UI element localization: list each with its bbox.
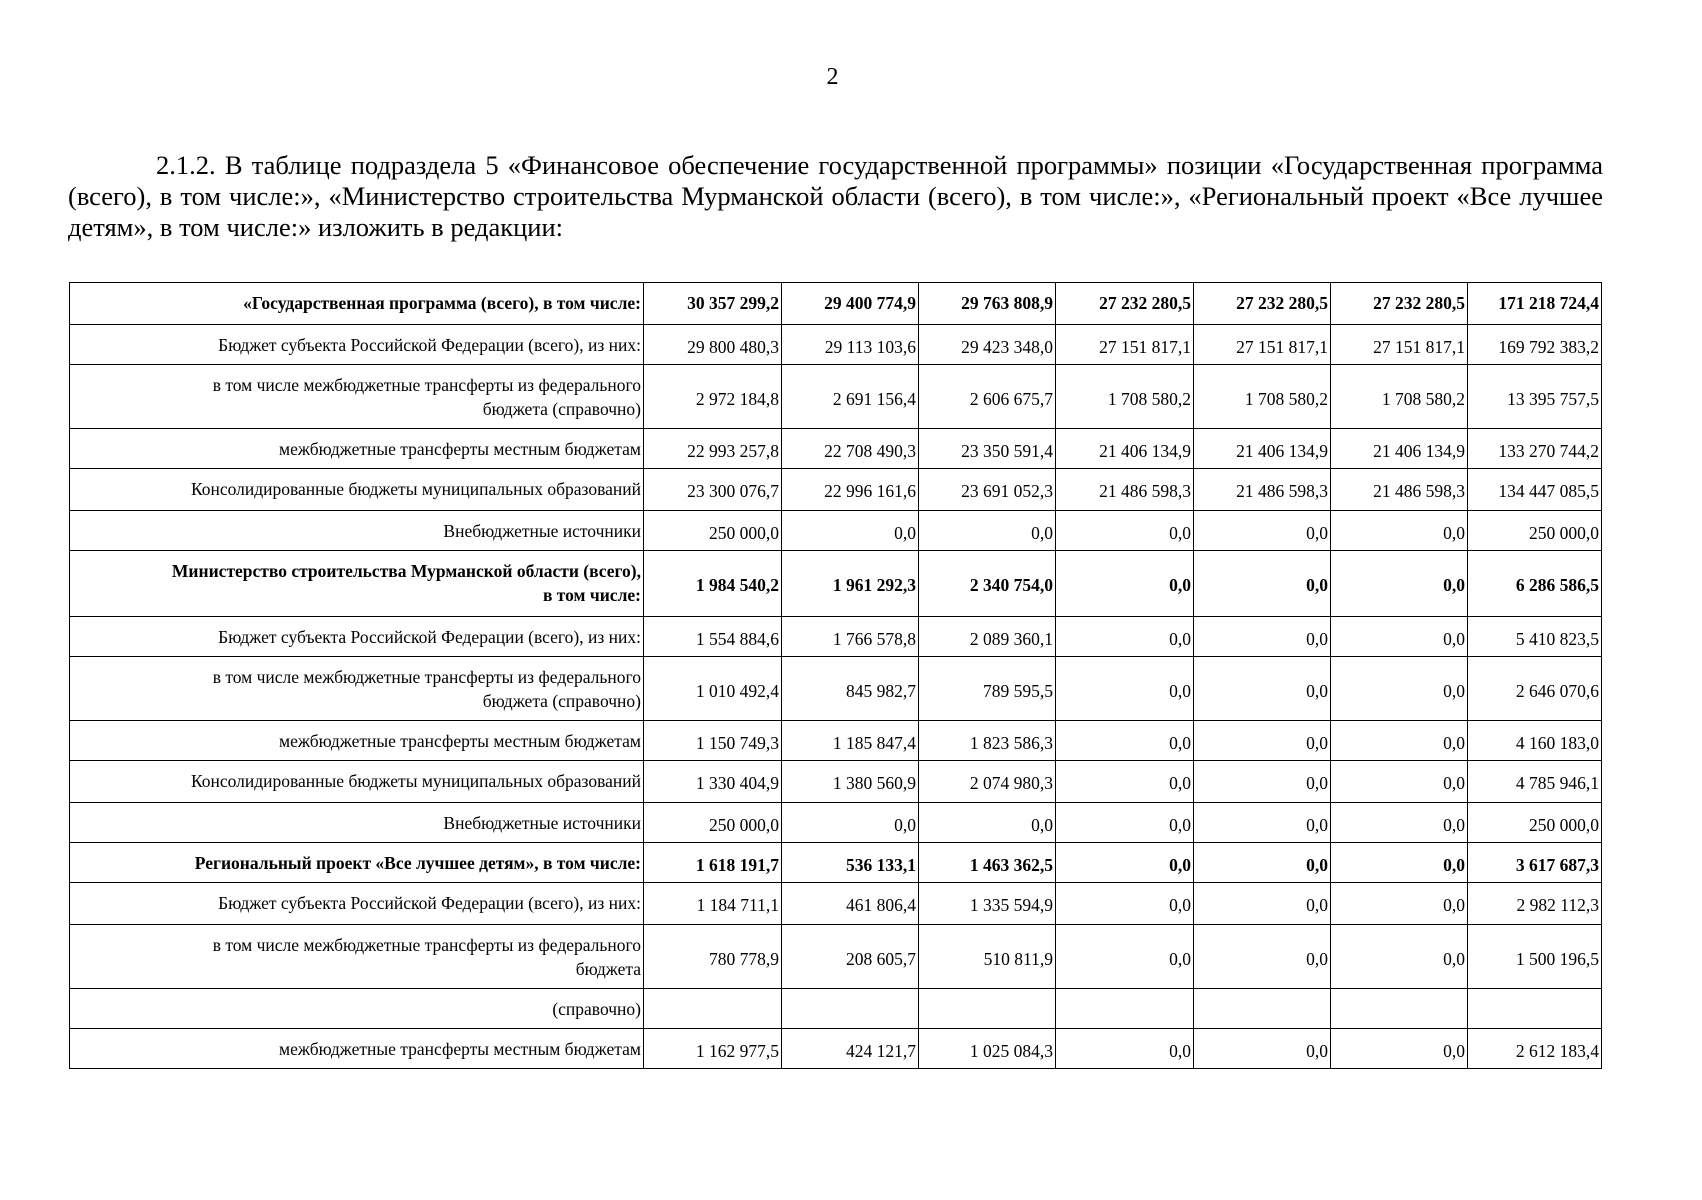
value-cell: 21 486 598,3 (1056, 469, 1194, 511)
value-cell: 29 763 808,9 (919, 283, 1056, 325)
value-cell: 0,0 (782, 511, 919, 551)
value-cell: 27 151 817,1 (1331, 325, 1468, 365)
value-cell: 0,0 (1194, 657, 1331, 721)
value-cell: 29 800 480,3 (644, 325, 782, 365)
table-row (70, 511, 1602, 551)
value-cell: 1 766 578,8 (782, 617, 919, 657)
value-cell: 29 400 774,9 (782, 283, 919, 325)
value-cell: 2 646 070,6 (1468, 657, 1602, 721)
row-label: межбюджетные трансферты местным бюджетам (70, 1029, 644, 1069)
value-cell: 1 500 196,5 (1468, 925, 1602, 989)
row-label (70, 657, 644, 721)
value-cell: 780 778,9 (644, 925, 782, 989)
value-cell: 0,0 (1194, 761, 1331, 803)
value-cell: 2 691 156,4 (782, 365, 919, 429)
value-cell: 21 486 598,3 (1331, 469, 1468, 511)
row-label: Внебюджетные источники (70, 803, 644, 843)
table-row (70, 761, 1602, 803)
row-label: Бюджет субъекта Российской Федерации (всего), из них: (70, 617, 644, 657)
value-cell: 1 463 362,5 (919, 843, 1056, 883)
value-cell: 250 000,0 (1468, 803, 1602, 843)
value-cell (919, 989, 1056, 1029)
table-row (70, 365, 1602, 429)
value-cell: 1 335 594,9 (919, 883, 1056, 925)
value-cell (1331, 989, 1468, 1029)
table-row (70, 883, 1602, 925)
value-cell: 424 121,7 (782, 1029, 919, 1069)
table-row (70, 721, 1602, 761)
value-cell: 169 792 383,2 (1468, 325, 1602, 365)
value-cell (1468, 989, 1602, 1029)
value-cell: 510 811,9 (919, 925, 1056, 989)
row-label-line2: бюджета (справочно) (482, 691, 641, 711)
value-cell: 1 708 580,2 (1056, 365, 1194, 429)
value-cell: 0,0 (1056, 721, 1194, 761)
value-cell: 0,0 (1194, 803, 1331, 843)
value-cell: 22 708 490,3 (782, 429, 919, 469)
row-label-line2: в том числе: (542, 585, 641, 605)
value-cell: 3 617 687,3 (1468, 843, 1602, 883)
table-row (70, 283, 1602, 325)
value-cell: 0,0 (1331, 721, 1468, 761)
value-cell: 0,0 (1056, 843, 1194, 883)
value-cell: 1 984 540,2 (644, 551, 782, 617)
value-cell: 0,0 (1056, 883, 1194, 925)
value-cell: 536 133,1 (782, 843, 919, 883)
row-label: межбюджетные трансферты местным бюджетам (70, 429, 644, 469)
value-cell: 171 218 724,4 (1468, 283, 1602, 325)
value-cell: 845 982,7 (782, 657, 919, 721)
table-row (70, 429, 1602, 469)
table-row (70, 803, 1602, 843)
value-cell: 23 350 591,4 (919, 429, 1056, 469)
value-cell: 29 113 103,6 (782, 325, 919, 365)
value-cell: 0,0 (1056, 511, 1194, 551)
value-cell: 1 185 847,4 (782, 721, 919, 761)
value-cell: 6 286 586,5 (1468, 551, 1602, 617)
value-cell: 0,0 (1331, 1029, 1468, 1069)
table-row (70, 551, 1602, 617)
value-cell: 0,0 (1056, 925, 1194, 989)
table-row (70, 1029, 1602, 1069)
row-label-line2: бюджета (справочно) (482, 399, 641, 419)
value-cell: 0,0 (1331, 657, 1468, 721)
table-row (70, 657, 1602, 721)
row-label: Бюджет субъекта Российской Федерации (всего), из них: (70, 883, 644, 925)
value-cell (1056, 989, 1194, 1029)
intro-paragraph: 2.1.2. В таблице подраздела 5 «Финансовое обеспечение государственной программы» позиции «Государственная программа (всего), в том числе:», «Министерство строительства Мурманской области (всего), в том числе:», «Региональный проект «Все лучшее детям», в том числе:» изложить в редакции: (68, 150, 1603, 242)
row-label-line1: в том числе межбюджетные трансферты из федерального (212, 935, 641, 955)
value-cell: 30 357 299,2 (644, 283, 782, 325)
value-cell: 1 823 586,3 (919, 721, 1056, 761)
value-cell: 208 605,7 (782, 925, 919, 989)
value-cell: 0,0 (1331, 843, 1468, 883)
value-cell: 2 074 980,3 (919, 761, 1056, 803)
value-cell: 0,0 (919, 511, 1056, 551)
value-cell: 0,0 (1056, 657, 1194, 721)
table-row (70, 925, 1602, 989)
value-cell: 0,0 (1194, 925, 1331, 989)
row-label-line2: бюджета (575, 959, 641, 979)
value-cell: 1 162 977,5 (644, 1029, 782, 1069)
value-cell: 0,0 (919, 803, 1056, 843)
page-number: 2 (826, 64, 839, 90)
value-cell: 2 612 183,4 (1468, 1029, 1602, 1069)
value-cell: 29 423 348,0 (919, 325, 1056, 365)
value-cell: 0,0 (1194, 883, 1331, 925)
value-cell: 0,0 (1331, 925, 1468, 989)
value-cell: 250 000,0 (1468, 511, 1602, 551)
value-cell (1194, 989, 1331, 1029)
value-cell: 1 618 191,7 (644, 843, 782, 883)
value-cell: 1 184 711,1 (644, 883, 782, 925)
value-cell: 789 595,5 (919, 657, 1056, 721)
table-row (70, 989, 1602, 1029)
value-cell: 1 010 492,4 (644, 657, 782, 721)
value-cell: 13 395 757,5 (1468, 365, 1602, 429)
row-label: «Государственная программа (всего), в том числе: (70, 283, 644, 325)
row-label (70, 365, 644, 429)
value-cell: 2 089 360,1 (919, 617, 1056, 657)
row-label: (справочно) (70, 989, 644, 1029)
value-cell: 21 406 134,9 (1331, 429, 1468, 469)
table-row (70, 617, 1602, 657)
value-cell: 0,0 (1194, 721, 1331, 761)
value-cell: 23 300 076,7 (644, 469, 782, 511)
row-label-line1: в том числе межбюджетные трансферты из федерального (212, 667, 641, 687)
value-cell: 0,0 (1194, 617, 1331, 657)
row-label: Бюджет субъекта Российской Федерации (всего), из них: (70, 325, 644, 365)
value-cell: 22 993 257,8 (644, 429, 782, 469)
value-cell: 4 785 946,1 (1468, 761, 1602, 803)
value-cell: 5 410 823,5 (1468, 617, 1602, 657)
financing-table (69, 282, 1602, 1069)
value-cell: 0,0 (1331, 761, 1468, 803)
value-cell: 21 406 134,9 (1056, 429, 1194, 469)
value-cell: 1 025 084,3 (919, 1029, 1056, 1069)
value-cell (782, 989, 919, 1029)
value-cell: 0,0 (1331, 803, 1468, 843)
value-cell: 27 232 280,5 (1194, 283, 1331, 325)
value-cell: 0,0 (1331, 883, 1468, 925)
value-cell: 0,0 (1056, 1029, 1194, 1069)
value-cell: 2 340 754,0 (919, 551, 1056, 617)
value-cell: 1 380 560,9 (782, 761, 919, 803)
value-cell: 0,0 (1331, 511, 1468, 551)
row-label (70, 925, 644, 989)
value-cell: 1 330 404,9 (644, 761, 782, 803)
value-cell: 0,0 (1194, 551, 1331, 617)
value-cell: 461 806,4 (782, 883, 919, 925)
value-cell: 4 160 183,0 (1468, 721, 1602, 761)
value-cell: 134 447 085,5 (1468, 469, 1602, 511)
value-cell: 27 232 280,5 (1331, 283, 1468, 325)
value-cell: 1 708 580,2 (1194, 365, 1331, 429)
value-cell: 0,0 (1194, 1029, 1331, 1069)
row-label: Консолидированные бюджеты муниципальных образований (70, 761, 644, 803)
value-cell: 1 150 749,3 (644, 721, 782, 761)
value-cell: 0,0 (1194, 511, 1331, 551)
value-cell: 0,0 (1331, 551, 1468, 617)
row-label-line1: Министерство строительства Мурманской области (всего), (171, 561, 641, 581)
row-label (70, 551, 644, 617)
value-cell: 2 972 184,8 (644, 365, 782, 429)
value-cell (644, 989, 782, 1029)
value-cell: 0,0 (1056, 551, 1194, 617)
table-row (70, 469, 1602, 511)
value-cell: 0,0 (782, 803, 919, 843)
row-label-line1: в том числе межбюджетные трансферты из федерального (212, 375, 641, 395)
value-cell: 250 000,0 (644, 511, 782, 551)
value-cell: 2 606 675,7 (919, 365, 1056, 429)
value-cell: 133 270 744,2 (1468, 429, 1602, 469)
value-cell: 250 000,0 (644, 803, 782, 843)
value-cell: 21 486 598,3 (1194, 469, 1331, 511)
value-cell: 0,0 (1194, 843, 1331, 883)
row-label: Консолидированные бюджеты муниципальных образований (70, 469, 644, 511)
value-cell: 0,0 (1056, 803, 1194, 843)
value-cell: 0,0 (1056, 761, 1194, 803)
value-cell: 22 996 161,6 (782, 469, 919, 511)
value-cell: 1 961 292,3 (782, 551, 919, 617)
value-cell: 27 151 817,1 (1056, 325, 1194, 365)
value-cell: 27 151 817,1 (1194, 325, 1331, 365)
row-label: Региональный проект «Все лучшее детям», в том числе: (70, 843, 644, 883)
value-cell: 2 982 112,3 (1468, 883, 1602, 925)
value-cell: 1 554 884,6 (644, 617, 782, 657)
value-cell: 23 691 052,3 (919, 469, 1056, 511)
table-row (70, 325, 1602, 365)
value-cell: 0,0 (1056, 617, 1194, 657)
value-cell: 1 708 580,2 (1331, 365, 1468, 429)
value-cell: 21 406 134,9 (1194, 429, 1331, 469)
value-cell: 0,0 (1331, 617, 1468, 657)
row-label: Внебюджетные источники (70, 511, 644, 551)
value-cell: 27 232 280,5 (1056, 283, 1194, 325)
table-row (70, 843, 1602, 883)
row-label: межбюджетные трансферты местным бюджетам (70, 721, 644, 761)
